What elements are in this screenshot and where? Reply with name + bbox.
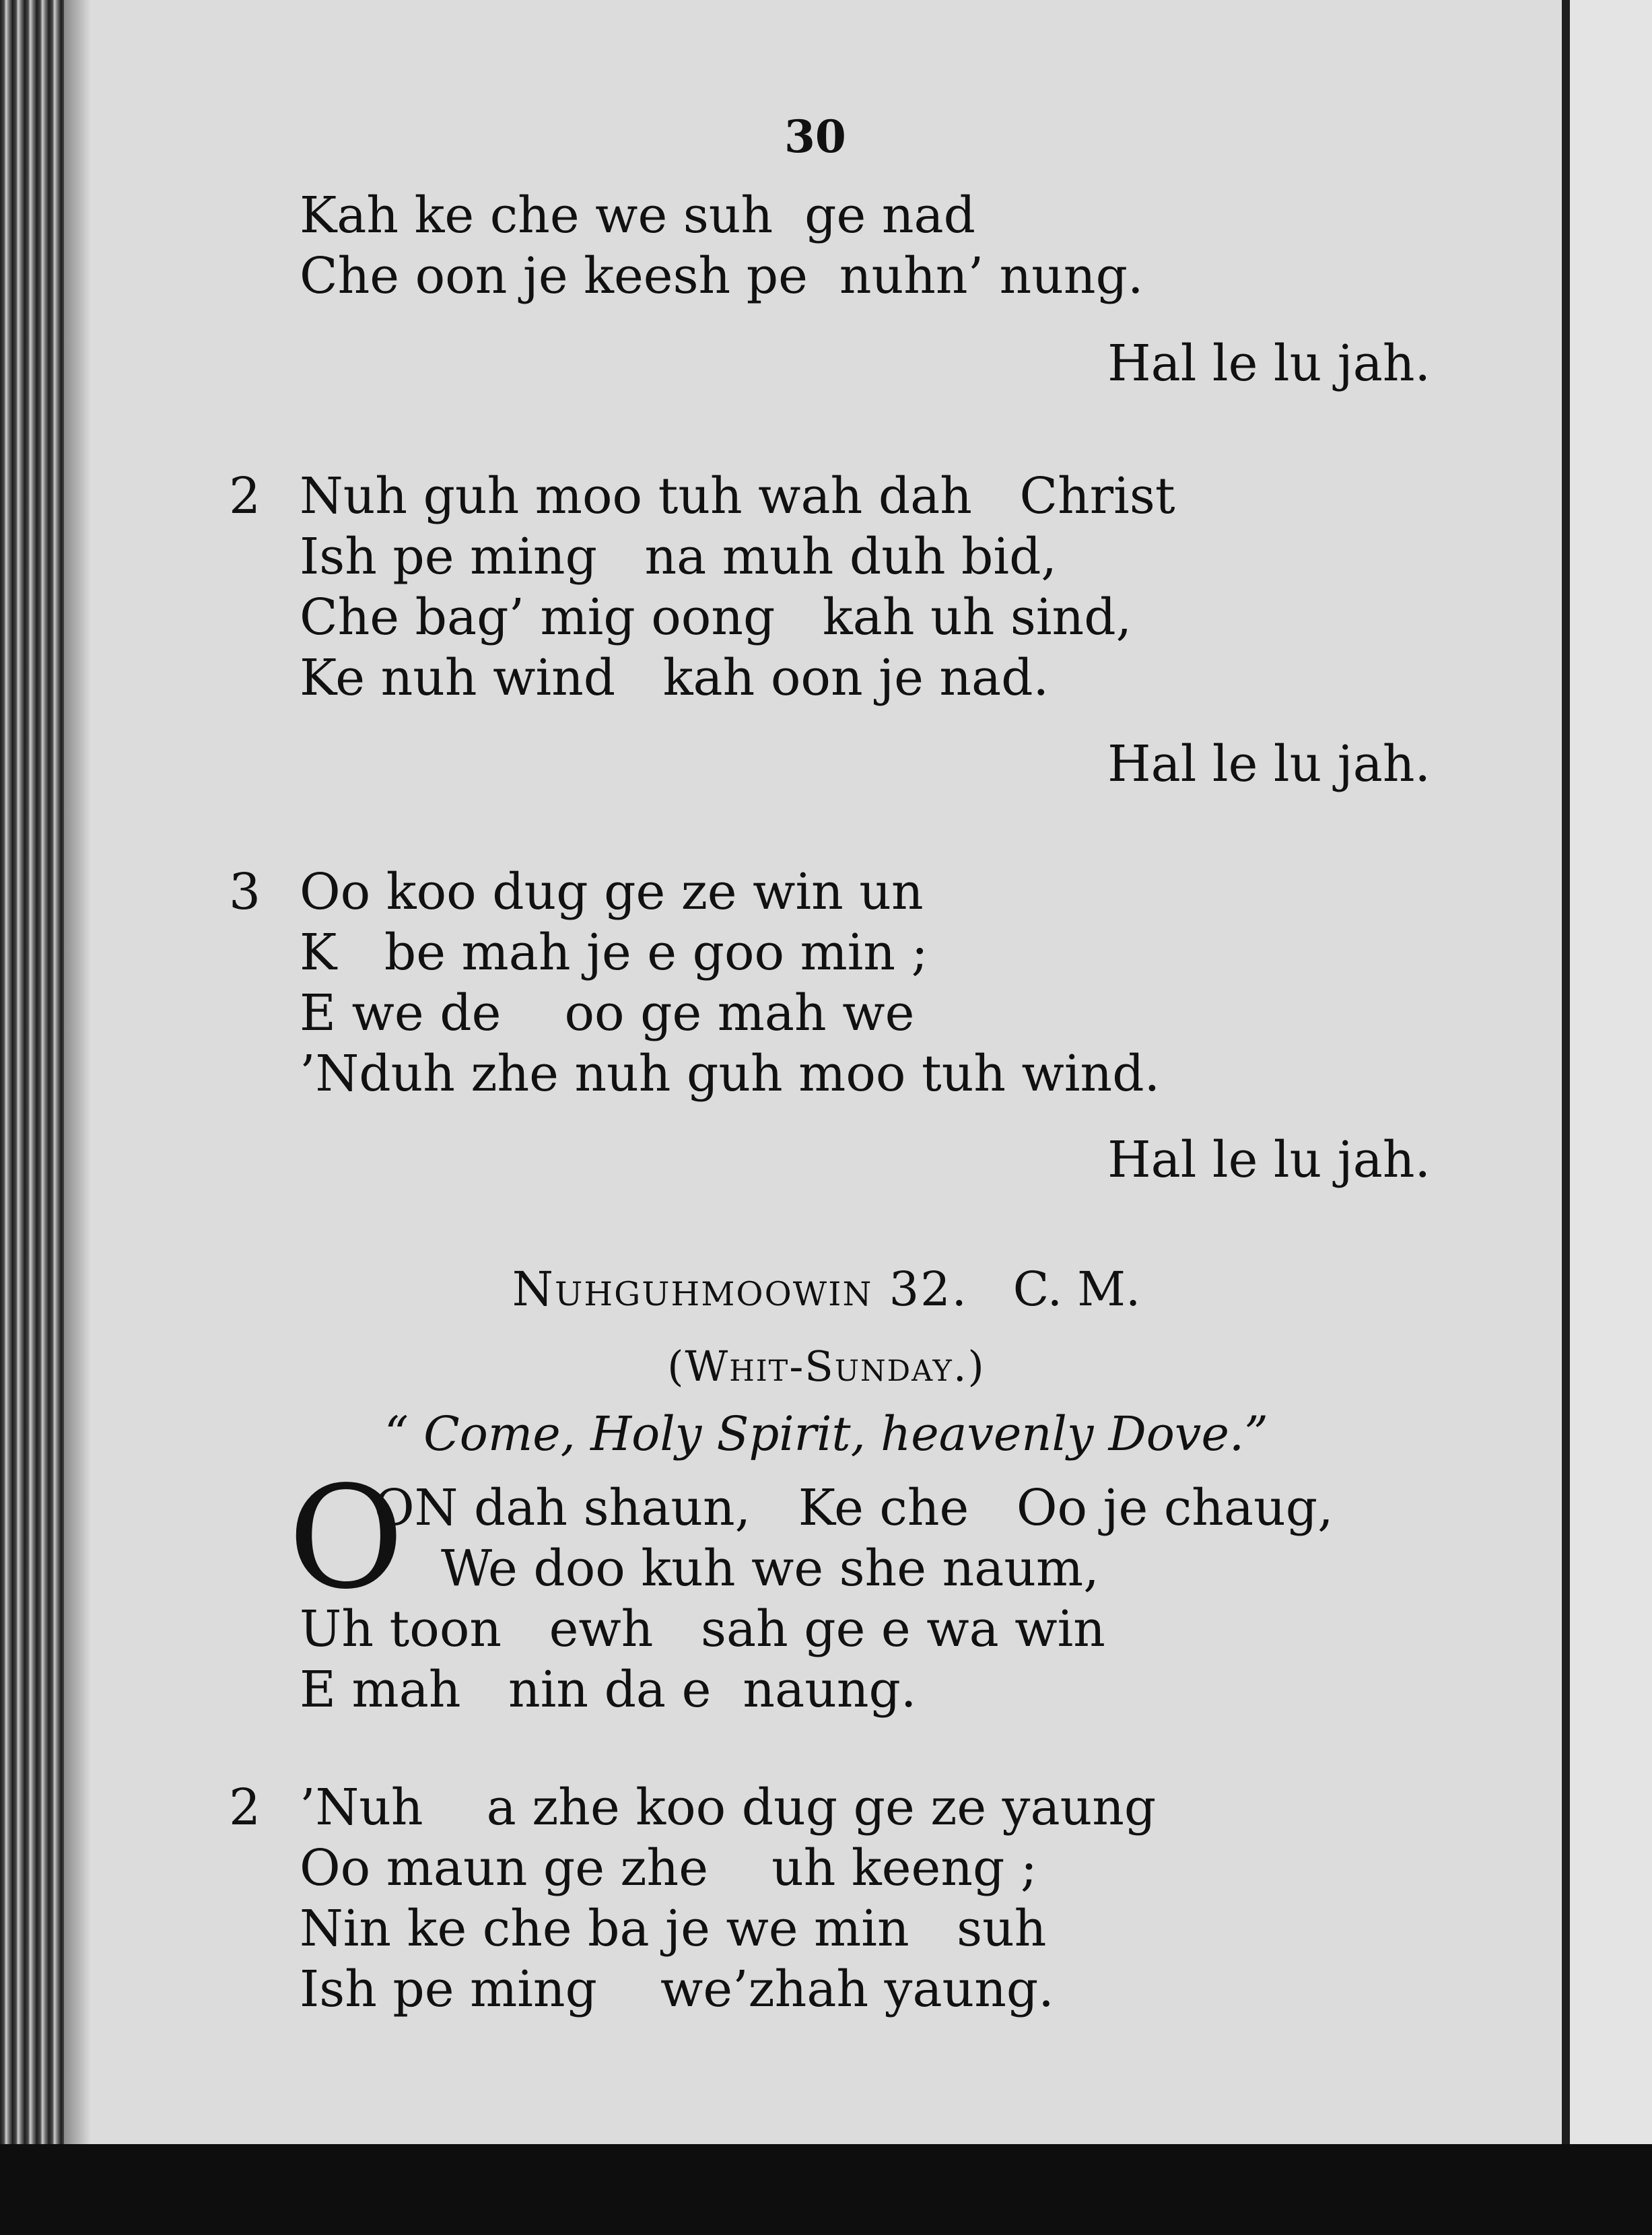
verse-number: 2 [229, 1779, 261, 1836]
verse-line: Nuh guh moo tuh wah dah Christ [300, 467, 1175, 525]
verse-line: Kah ke che we suh ge nad [300, 186, 975, 244]
verse-line: E we de oo ge mah we [300, 984, 915, 1042]
english-title: “ Come, Holy Spirit, heavenly Dove.” [384, 1406, 1268, 1462]
page-edge [1562, 0, 1570, 2144]
hymn-occasion [91, 1340, 1562, 1394]
verse-line: We doo kuh we she naum, [441, 1540, 1099, 1597]
verse-line: ’Nuh a zhe koo dug ge ze yaung [300, 1779, 1157, 1836]
verse-line: ’Nduh zhe nuh guh moo tuh wind. [300, 1045, 1161, 1103]
hymn-heading [91, 1262, 1562, 1316]
binding-shadow [64, 0, 91, 2235]
refrain: Hal le lu jah. [1107, 1131, 1431, 1189]
verse-number: 2 [229, 467, 261, 525]
verse-line: Ish pe ming we’zhah yaung. [300, 1960, 1054, 2018]
scan-border [0, 2144, 1652, 2235]
drop-cap: O [288, 1455, 405, 1620]
verse-line: Che oon je keesh pe nuhn’ nung. [300, 247, 1144, 305]
refrain: Hal le lu jah. [1107, 335, 1431, 392]
verse-line: Ke nuh wind kah oon je nad. [300, 649, 1049, 707]
book-binding [0, 0, 64, 2235]
verse-number: 3 [229, 863, 261, 921]
hymn-meter: C. M. [1012, 1262, 1141, 1317]
verse-line: Nin ke che ba je we min suh [300, 1900, 1047, 1958]
verse-line: Oo koo dug ge ze win un [300, 863, 924, 921]
verse-line: Oo maun ge zhe uh keeng ; [300, 1839, 1037, 1897]
verse-line: E mah nin da e naung. [300, 1661, 917, 1719]
hymn-title: Nuhguhmoowin 32. [512, 1262, 968, 1317]
verse-line: Ish pe ming na muh duh bid, [300, 528, 1057, 586]
verse-line: K be mah je e goo min ; [300, 924, 928, 982]
verse-line: Che bag’ mig oong kah uh sind, [300, 588, 1132, 646]
page-content [91, 0, 1562, 2144]
page-number: 30 [784, 110, 846, 163]
refrain: Hal le lu jah. [1107, 735, 1431, 793]
verse-line: Uh toon ewh sah ge e wa win [300, 1600, 1105, 1658]
verse-line: ON dah shaun, Ke che Oo je chaug, [374, 1479, 1334, 1537]
facing-page [1570, 0, 1652, 2144]
occasion-label: (Whit-Sunday.) [667, 1342, 986, 1391]
